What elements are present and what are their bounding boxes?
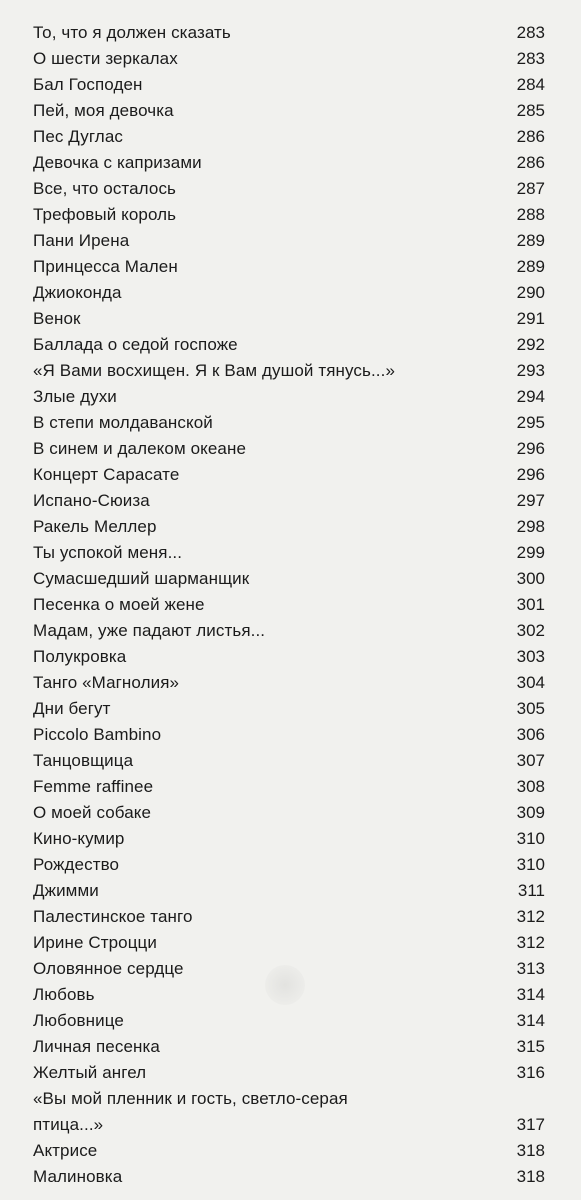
toc-entry [33,774,553,800]
toc-entry [33,280,553,306]
toc-entry-title: Рождество [33,855,120,874]
toc-entry-page-number: 288 [516,205,545,224]
toc-entry [33,436,553,462]
toc-entry [33,1034,553,1060]
toc-entry-title: Пес Дуглас [33,127,123,146]
toc-entry-page-number: 317 [516,1115,545,1134]
toc-entry-title: О моей собаке [33,803,152,822]
toc-entry-page-number: 318 [516,1167,545,1186]
toc-entry-page-number: 296 [516,439,545,458]
toc-entry-title: Злые духи [33,387,117,406]
toc-entry [33,306,553,332]
toc-entry-page-number: 306 [516,725,545,744]
toc-entry-title: Танцовщица [33,751,134,770]
toc-entry-title: Piccolo Bambino [33,725,162,744]
toc-entry-title: Испано-Сюиза [33,491,150,510]
toc-entry [33,644,553,670]
toc-entry-page-number: 318 [516,1141,545,1160]
toc-entry-title: Трефовый король [33,205,177,224]
toc-entry-page-number: 284 [516,75,545,94]
toc-entry-title: Принцесса Мален [33,257,178,276]
toc-entry-title: Любовнице [33,1011,124,1030]
toc-entry-title: О шести зеркалах [33,49,178,68]
toc-entry-page-number: 296 [516,465,545,484]
toc-entry [33,540,553,566]
toc-entry-title: Femme raffinee [33,777,154,796]
toc-entry [33,826,553,852]
toc-entry-page-number: 298 [516,517,545,536]
toc-entry-page-number: 310 [516,855,545,874]
toc-entry-page-number: 304 [516,673,545,692]
toc-entry-page-number: 301 [516,595,545,614]
toc-entry-title: Оловянное сердце [33,959,184,978]
toc-entry-page-number: 307 [516,751,545,770]
table-of-contents [33,20,553,1190]
toc-entry-title: Ирине Строцци [33,933,157,952]
toc-entry [33,1060,553,1086]
toc-entry [33,332,553,358]
toc-entry-page-number: 287 [516,179,545,198]
toc-entry-title: Джиоконда [33,283,122,302]
toc-entry-page-number: 312 [516,933,545,952]
toc-entry-title: Баллада о седой госпоже [33,335,238,354]
toc-entry-page-number: 283 [516,49,545,68]
toc-entry-page-number: 316 [516,1063,545,1082]
toc-entry-page-number: 283 [516,23,545,42]
toc-entry-title: Ракель Меллер [33,517,157,536]
toc-entry [33,202,553,228]
toc-entry-title-line: «Вы мой пленник и гость, светло-серая [33,1089,348,1108]
toc-entry [33,46,553,72]
toc-entry-title: Венок [33,309,81,328]
toc-entry [33,670,553,696]
toc-entry-page-number: 285 [516,101,545,120]
toc-entry-page-number: 313 [516,959,545,978]
toc-entry [33,488,553,514]
toc-entry-title: То, что я должен сказать [33,23,231,42]
toc-entry [33,1138,553,1164]
toc-entry-title: Концерт Сарасате [33,465,180,484]
toc-entry-page-number: 305 [516,699,545,718]
toc-entry [33,72,553,98]
toc-entry-title: Девочка с капризами [33,153,202,172]
toc-entry [33,150,553,176]
toc-entry-title: Желтый ангел [33,1063,147,1082]
toc-entry-page-number: 286 [516,127,545,146]
toc-entry-title: Все, что осталось [33,179,176,198]
toc-entry-page-number: 297 [516,491,545,510]
toc-entry-title: В степи молдаванской [33,413,213,432]
toc-entry [33,228,553,254]
toc-entry-title: Любовь [33,985,95,1004]
toc-entry [33,514,553,540]
toc-entry-title: Мадам, уже падают листья... [33,621,266,640]
toc-entry-page-number: 311 [517,881,545,900]
toc-entry [33,1008,553,1034]
toc-entry [33,124,553,150]
toc-entry-title: Дни бегут [33,699,111,718]
toc-entry-page-number: 314 [516,1011,545,1030]
toc-entry-page-number: 310 [516,829,545,848]
toc-entry-title: Песенка о моей жене [33,595,205,614]
toc-entry [33,722,553,748]
toc-entry [33,904,553,930]
toc-entry-page-number: 312 [516,907,545,926]
toc-entry-page-number: 295 [516,413,545,432]
toc-entry-title: «Я Вами восхищен. Я к Вам душой тянусь...» [33,361,395,380]
toc-entry-title: Бал Господен [33,75,143,94]
toc-entry [33,748,553,774]
toc-entry-page-number: 286 [516,153,545,172]
toc-entry [33,254,553,280]
toc-entry-title: В синем и далеком океане [33,439,247,458]
toc-entry-page-number: 289 [516,231,545,250]
toc-entry-page-number: 293 [516,361,545,380]
toc-entry [33,462,553,488]
toc-entry-page-number: 292 [516,335,545,354]
toc-entry-page-number: 294 [516,387,545,406]
toc-entry-title: Полукровка [33,647,127,666]
toc-entry-page-number: 291 [516,309,545,328]
toc-entry-page-number: 314 [516,985,545,1004]
toc-entry [33,696,553,722]
toc-entry [33,956,553,982]
toc-entry-title: Палестинское танго [33,907,193,926]
toc-entry-page-number: 300 [516,569,545,588]
toc-entry [33,98,553,124]
toc-entry [33,878,553,904]
toc-entry-page-number: 290 [516,283,545,302]
toc-entry-title: Пей, моя девочка [33,101,174,120]
toc-entry-title: Кино-кумир [33,829,125,848]
toc-entry [33,982,553,1008]
toc-entry-title: Личная песенка [33,1037,160,1056]
toc-entry-title [33,1086,348,1138]
toc-entry-page-number: 308 [516,777,545,796]
toc-entry [33,930,553,956]
toc-entry [33,1086,553,1138]
toc-entry [33,592,553,618]
toc-entry [33,566,553,592]
toc-entry-page-number: 289 [516,257,545,276]
toc-entry [33,852,553,878]
toc-entry-page-number: 315 [516,1037,545,1056]
toc-entry [33,176,553,202]
toc-entry [33,20,553,46]
toc-entry-title: Актрисе [33,1141,98,1160]
toc-entry [33,800,553,826]
toc-entry-page-number: 302 [516,621,545,640]
toc-entry-title-line: птица...» [33,1115,104,1134]
toc-entry-title: Ты успокой меня... [33,543,183,562]
toc-entry-title: Пани Ирена [33,231,130,250]
toc-entry [33,358,553,384]
toc-entry [33,410,553,436]
toc-entry-page-number: 309 [516,803,545,822]
toc-entry [33,384,553,410]
toc-entry [33,618,553,644]
toc-entry-title: Сумасшедший шарманщик [33,569,250,588]
toc-entry-page-number: 299 [516,543,545,562]
toc-entry [33,1164,553,1190]
toc-entry-title: Джимми [33,881,99,900]
toc-entry-title: Танго «Магнолия» [33,673,180,692]
toc-entry-title: Малиновка [33,1167,123,1186]
toc-entry-page-number: 303 [516,647,545,666]
